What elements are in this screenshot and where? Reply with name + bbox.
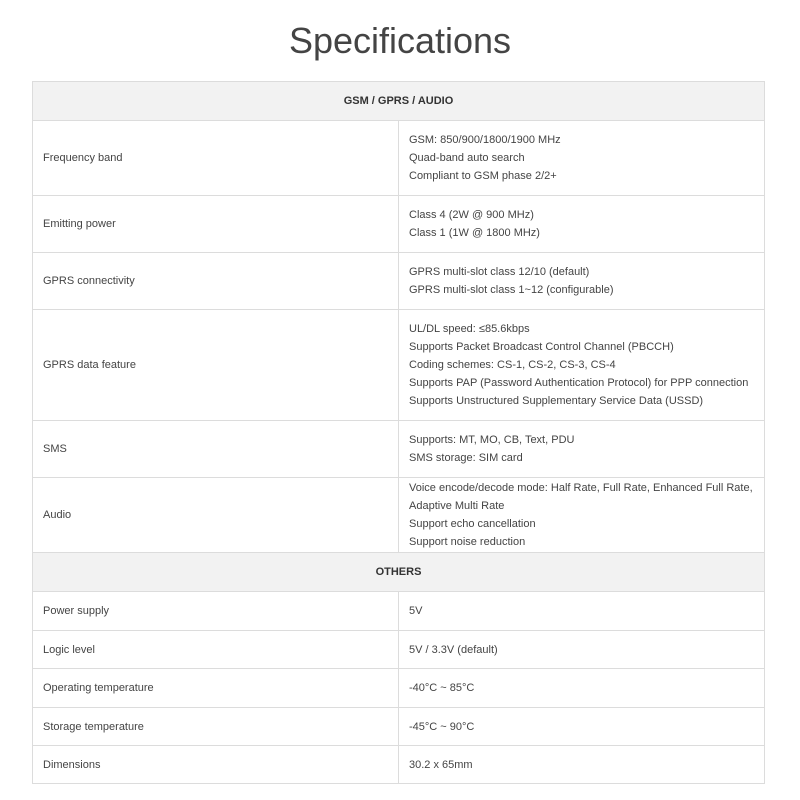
specifications-table	[32, 81, 765, 784]
spec-value-line: Support echo cancellation	[409, 518, 536, 530]
spec-label: Power supply	[33, 592, 399, 631]
spec-value	[399, 121, 765, 196]
spec-value-line: Supports Packet Broadcast Control Channel (PBCCH)	[409, 341, 674, 353]
section-header: OTHERS	[33, 553, 765, 592]
spec-value-line: Quad-band auto search	[409, 152, 525, 164]
spec-value	[399, 478, 765, 553]
spec-label: Emitting power	[33, 196, 399, 253]
spec-value-line: GSM: 850/900/1800/1900 MHz	[409, 134, 561, 146]
table-row	[33, 121, 765, 196]
spec-value-line: Voice encode/decode mode: Half Rate, Full Rate, Enhanced Full Rate, Adaptive Multi Rate	[409, 482, 753, 512]
spec-value-line: UL/DL speed: ≤85.6kbps	[409, 323, 530, 335]
spec-value	[399, 592, 765, 631]
page-title: Specifications	[288, 20, 512, 61]
spec-value-line: Compliant to GSM phase 2/2+	[409, 170, 557, 182]
spec-value-line: GPRS multi-slot class 12/10 (default)	[409, 266, 590, 278]
table-row	[33, 592, 765, 631]
table-row	[33, 310, 765, 421]
spec-label: Storage temperature	[33, 708, 399, 746]
spec-value-line: SMS storage: SIM card	[409, 452, 523, 464]
spec-label: Operating temperature	[33, 669, 399, 708]
table-row	[33, 669, 765, 708]
spec-value	[399, 421, 765, 478]
spec-value-line: -40°C ~ 85°C	[409, 682, 475, 694]
spec-value	[399, 669, 765, 708]
spec-value-line: GPRS multi-slot class 1~12 (configurable)	[409, 284, 614, 296]
spec-value-line: Coding schemes: CS-1, CS-2, CS-3, CS-4	[409, 359, 616, 371]
spec-label: GPRS connectivity	[33, 253, 399, 310]
table-row	[33, 746, 765, 784]
spec-value-line: Supports Unstructured Supplementary Service Data (USSD)	[409, 395, 704, 407]
table-row	[33, 478, 765, 553]
spec-value-line: 5V / 3.3V (default)	[409, 643, 498, 656]
spec-value-line: -45°C ~ 90°C	[409, 720, 475, 733]
spec-value-line: Class 4 (2W @ 900 MHz)	[409, 209, 534, 221]
section-header-row	[33, 553, 765, 592]
spec-value-line: Supports PAP (Password Authentication Protocol) for PPP connection	[409, 377, 749, 389]
spec-label: Dimensions	[33, 746, 399, 784]
spec-value	[399, 253, 765, 310]
spec-label: Logic level	[33, 631, 399, 669]
table-row	[33, 196, 765, 253]
spec-label: Audio	[33, 478, 399, 553]
spec-value	[399, 631, 765, 669]
table-row	[33, 708, 765, 746]
spec-value-line: Supports: MT, MO, CB, Text, PDU	[409, 434, 575, 446]
spec-value	[399, 310, 765, 421]
section-header-row	[33, 82, 765, 121]
spec-value	[399, 196, 765, 253]
table-row	[33, 421, 765, 478]
spec-value-line: 30.2 x 65mm	[409, 758, 473, 771]
spec-value-line: 5V	[409, 605, 423, 617]
table-row	[33, 253, 765, 310]
spec-value-line: Support noise reduction	[409, 536, 526, 548]
spec-label: SMS	[33, 421, 399, 478]
section-header: GSM / GPRS / AUDIO	[33, 82, 765, 121]
spec-value	[399, 746, 765, 784]
table-row	[33, 631, 765, 669]
spec-value-line: Class 1 (1W @ 1800 MHz)	[409, 227, 540, 239]
spec-label: GPRS data feature	[33, 310, 399, 421]
spec-label: Frequency band	[33, 121, 399, 196]
spec-value	[399, 708, 765, 746]
